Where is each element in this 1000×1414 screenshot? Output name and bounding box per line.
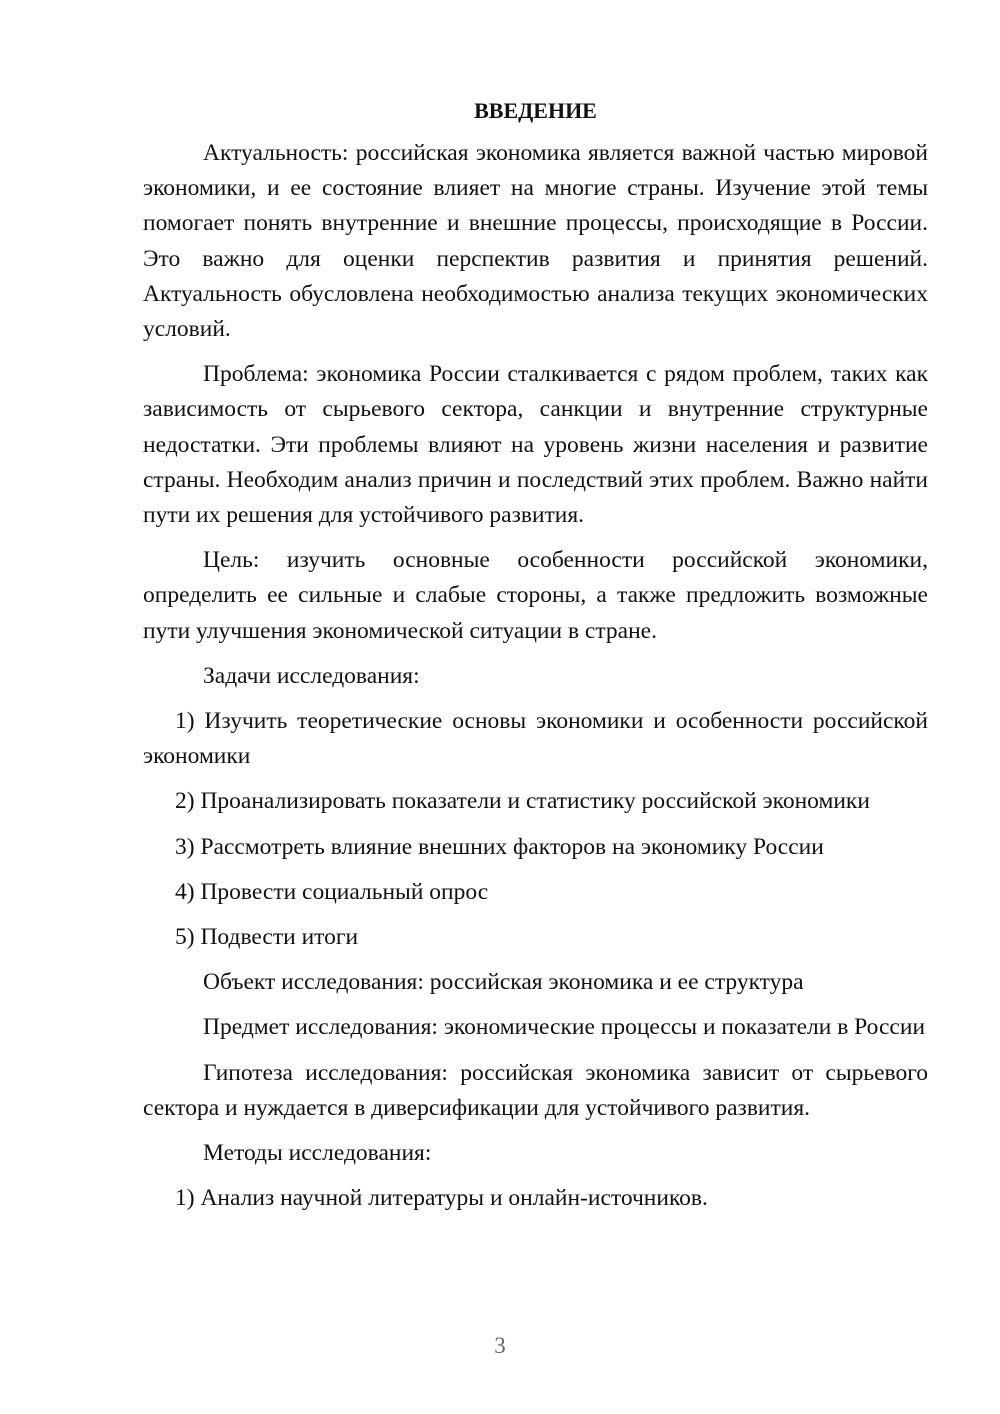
problem-paragraph: Проблема: экономика России сталкивается с рядом проблем, таких как зависимость от сырьевого сектора, санкции и внутренние структурные недостатки. Эти проблемы влияют на уровень жизни населения и развитие страны. Необходим анализ причин и последствий этих проблем. Важно найти пути их решения для устойчивого развития. bbox=[143, 361, 928, 529]
subject-paragraph: Предмет исследования: экономические процессы и показатели в России bbox=[203, 1014, 926, 1041]
page-number: 3 bbox=[494, 1333, 506, 1358]
document-page bbox=[143, 96, 928, 1226]
task-item: 3) Рассмотреть влияние внешних факторов на экономику России bbox=[175, 833, 824, 860]
methods-heading: Методы исследования: bbox=[203, 1140, 432, 1167]
task-item: 1) Изучить теоретические основы экономики и особенности российской экономики bbox=[143, 708, 928, 770]
task-item: 2) Проанализировать показатели и статистику российской экономики bbox=[175, 788, 870, 815]
hypothesis-paragraph: Гипотеза исследования: российская экономика зависит от сырьевого сектора и нуждается в диверсификации для устойчивого развития. bbox=[143, 1059, 928, 1121]
tasks-heading: Задачи исследования: bbox=[203, 662, 420, 689]
relevance-paragraph: Актуальность: российская экономика является важной частью мировой экономики, и ее состояние влияет на многие страны. Изучение этой темы помогает понять внутренние и внешние процессы, происходящие в России. Это важно для оценки перспектив развития и принятия решений. Актуальность обусловлена необходимостью анализа текущих экономических условий. bbox=[143, 140, 928, 343]
goal-paragraph: Цель: изучить основные особенности российской экономики, определить ее сильные и слабые стороны, а также предложить возможные пути улучшения экономической ситуации в стране. bbox=[143, 547, 928, 644]
section-title: ВВЕДЕНИЕ bbox=[474, 98, 597, 123]
task-item: 5) Подвести итоги bbox=[175, 924, 359, 951]
task-item: 4) Провести социальный опрос bbox=[175, 878, 489, 905]
object-paragraph: Объект исследования: российская экономика и ее структура bbox=[203, 969, 804, 996]
method-item: 1) Анализ научной литературы и онлайн-источников. bbox=[175, 1185, 708, 1212]
